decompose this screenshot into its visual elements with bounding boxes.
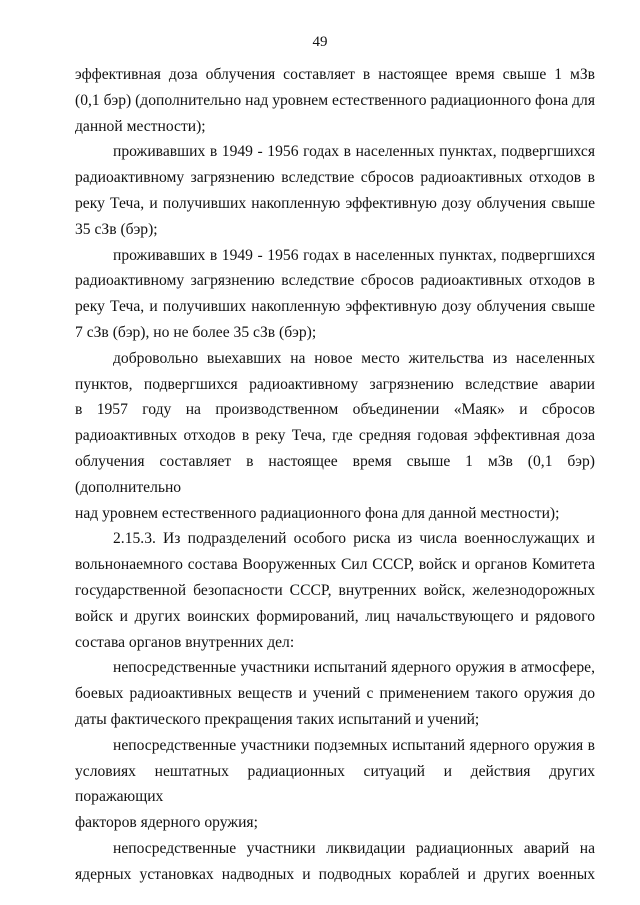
text-line: добровольно выехавших на новое место жительства из населенных (113, 349, 595, 367)
document-body (75, 62, 595, 888)
text-line: в 1957 году на производственном объединении «Маяк» и сбросов (75, 401, 595, 419)
text-line: над уровнем естественного радиационного фона для данной местности); (75, 504, 560, 522)
text-line: 7 сЗв (бэр), но не более 35 сЗв (бэр); (75, 323, 317, 341)
text-line: боевых радиоактивных веществ и учений с применением такого оружия до (75, 685, 595, 703)
text-line: 35 сЗв (бэр); (75, 220, 158, 238)
paragraph-underground-tests (75, 733, 595, 836)
text-line: условиях нештатных радиационных ситуаций и действия других поражающих (75, 762, 595, 806)
text-line: радиоактивному загрязнению вследствие сбросов радиоактивных отходов в (75, 169, 595, 187)
text-line: непосредственные участники ликвидации радиационных аварий на (113, 839, 595, 857)
text-line: войск и других воинских формирований, лиц начальствующего и рядового (75, 607, 595, 625)
text-line: реку Теча, и получивших накопленную эффективную дозу облучения свыше (75, 298, 595, 316)
text-line: состава органов внутренних дел: (75, 633, 295, 651)
paragraph-radiation-accidents (75, 836, 595, 888)
text-line: эффективная доза облучения составляет в настоящее время свыше 1 мЗв (75, 66, 595, 83)
text-line: реку Теча, и получивших накопленную эффективную дозу облучения свыше (75, 194, 595, 212)
text-line: проживавших в 1949 - 1956 годах в населенных пунктах, подвергшихся (113, 246, 595, 264)
text-line: (0,1 бэр) (дополнительно над уровнем естественного радиационного фона для (75, 91, 596, 109)
text-line: непосредственные участники подземных испытаний ядерного оружия в (113, 736, 595, 754)
text-line: ядерных установках надводных и подводных кораблей и других военных (75, 865, 595, 883)
paragraph-voluntary-relocation (75, 346, 595, 527)
text-line: государственной безопасности СССР, внутренних войск, железнодорожных (75, 581, 595, 599)
paragraph-dose-continuation (75, 62, 595, 139)
text-line: 2.15.3. Из подразделений особого риска из числа военнослужащих и (113, 530, 595, 548)
paragraph-techa-7 (75, 243, 595, 346)
text-line: факторов ядерного оружия; (75, 814, 258, 832)
text-line: данной местности); (75, 117, 206, 135)
text-line: вольнонаемного состава Вооруженных Сил СССР, войск и органов Комитета (75, 556, 595, 574)
text-line: облучения составляет в настоящее время свыше 1 мЗв (0,1 бэр) (дополнительно (75, 452, 595, 496)
text-line: пунктов, подвергшихся радиоактивному загрязнению вследствие аварии (75, 375, 595, 393)
paragraph-techa-35 (75, 139, 595, 242)
paragraph-atmospheric-tests (75, 655, 595, 732)
text-line: даты фактического прекращения таких испытаний и учений; (75, 710, 480, 728)
text-line: непосредственные участники испытаний ядерного оружия в атмосфере, (113, 659, 595, 677)
paragraph-section-2-15-3 (75, 526, 595, 655)
text-line: радиоактивных отходов в реку Теча, где средняя годовая эффективная доза (75, 427, 595, 445)
text-line: радиоактивному загрязнению вследствие сбросов радиоактивных отходов в (75, 272, 595, 290)
text-line: проживавших в 1949 - 1956 годах в населенных пунктах, подвергшихся (113, 143, 595, 161)
page-number: 49 (312, 34, 328, 50)
